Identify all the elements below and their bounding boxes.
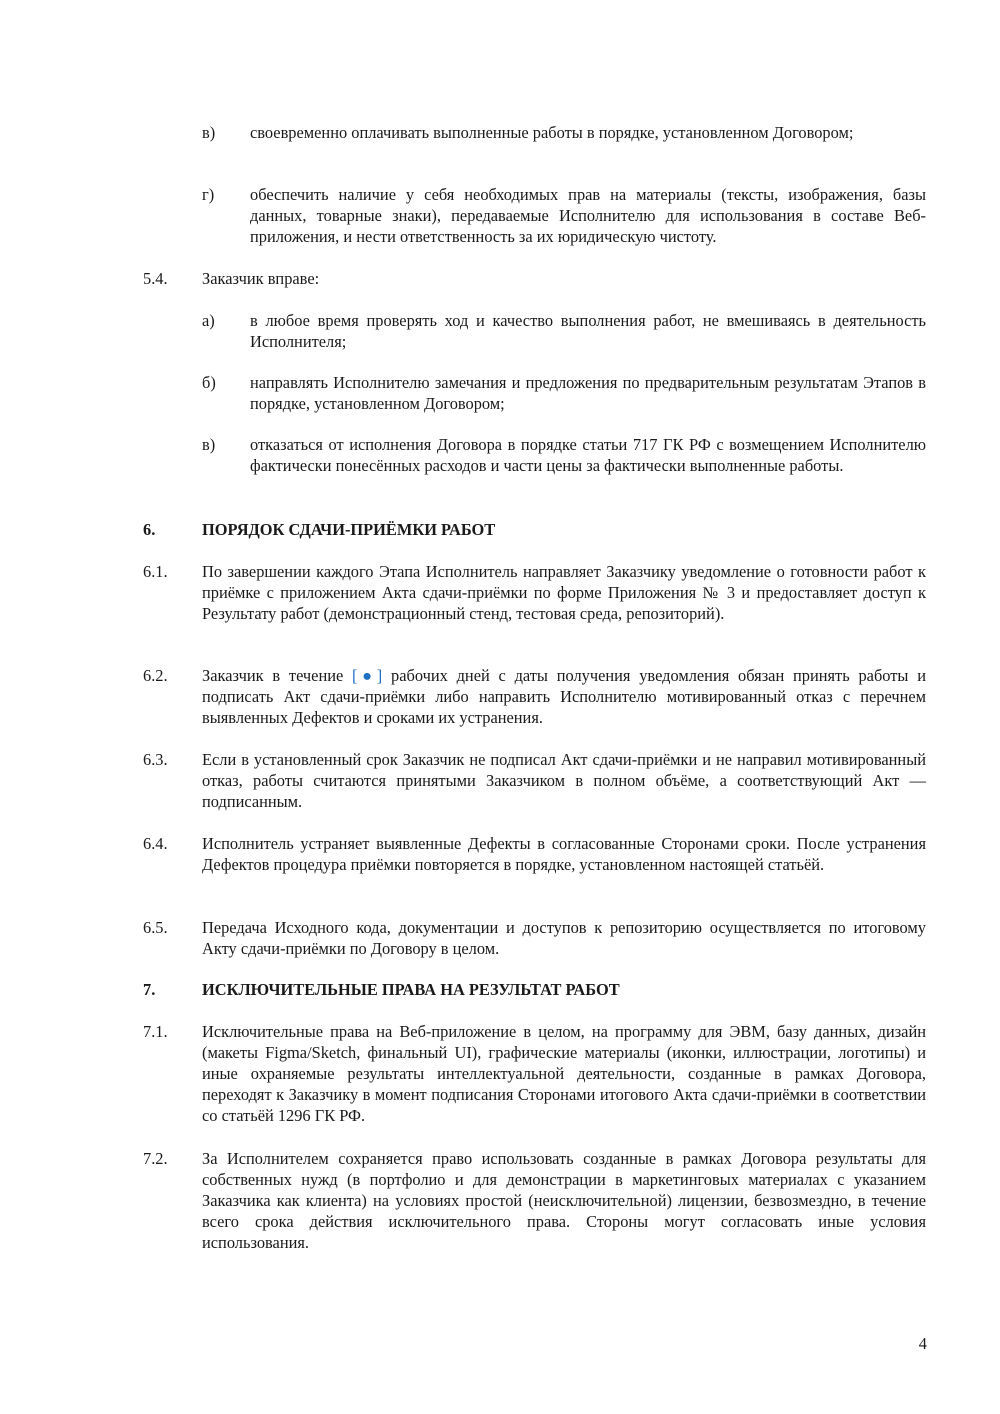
clause-text [202, 665, 926, 728]
item-text: в любое время проверять ход и качество выполнения работ, не вмешиваясь в деятельность Исполнителя; [250, 311, 926, 351]
clause-number: 6.3. [143, 750, 168, 769]
section-title: ИСКЛЮЧИТЕЛЬНЫЕ ПРАВА НА РЕЗУЛЬТАТ РАБОТ [202, 980, 620, 999]
clause-text: Если в установленный срок Заказчик не подписал Акт сдачи-приёмки и не направил мотивированный отказ, работы считаются принятыми Заказчиком в полном объёме, а соответствующий Акт — подписанным. [202, 750, 926, 811]
clause-text: За Исполнителем сохраняется право использовать созданные в рамках Договора результаты для собственных нужд (в портфолио и для демонстрации в маркетинговых материалах с указанием Заказчика как клиента) на условиях простой (неисключительной) лицензии, безвозмездно, в течение всего срока действия исключительного права. Стороны могут согласовать иные условия использования. [202, 1149, 926, 1252]
clause-text: Заказчик вправе: [202, 269, 320, 288]
clause-text: Исключительные права на Веб-приложение в целом, на программу для ЭВМ, базу данных, дизайн (макеты Figma/Sketch, финальный UI), графические материалы (иконки, иллюстрации, логотипы) и иные охраняемые результаты интеллектуальной деятельности, созданные в рамках Договора, переходят к Заказчику в момент подписания Сторонами итогового Акта сдачи-приёмки в соответствии со статьёй 1296 ГК РФ. [202, 1022, 926, 1125]
clause-number: 7.2. [143, 1149, 168, 1168]
clause-text: По завершении каждого Этапа Исполнитель направляет Заказчику уведомление о готовности работ к приёмке с приложением Акта сдачи-приёмки по форме Приложения № 3 и предоставляет доступ к Результату работ (демонстрационный стенд, тестовая среда, репозиторий). [202, 562, 926, 623]
placeholder-days: [●] [352, 666, 383, 685]
clause-number: 6.5. [143, 918, 168, 937]
page-number: 4 [918, 1334, 927, 1353]
item-marker: а) [202, 311, 215, 330]
item-marker: б) [202, 373, 216, 392]
item-marker: в) [202, 123, 216, 142]
clause-number: 6.4. [143, 834, 168, 853]
clause-text-end: рабочих дней с даты получения уведомления обязан принять работы и подписать Акт сдачи-приёмки либо направить Исполнителю мотивированный отказ с перечнем выявленных Дефектов и сроками их устранения. [202, 666, 926, 727]
clause-number: 6.2. [143, 666, 168, 685]
section-number: 7. [143, 980, 156, 999]
item-text: своевременно оплачивать выполненные работы в порядке, установленном Договором; [250, 123, 854, 142]
clause-text: Исполнитель устраняет выявленные Дефекты в согласованные Сторонами сроки. После устранения Дефектов процедура приёмки повторяется в порядке, установленном настоящей статьёй. [202, 834, 926, 874]
item-marker: в) [202, 435, 216, 454]
item-text: обеспечить наличие у себя необходимых прав на материалы (тексты, изображения, базы данных, товарные знаки), передаваемые Исполнителю для использования в составе Веб-приложения, и нести ответственность за их юридическую чистоту. [250, 185, 926, 246]
clause-text-start: Заказчик в течение [202, 666, 353, 685]
clause-text: Передача Исходного кода, документации и доступов к репозиторию осуществляется по итоговому Акту сдачи-приёмки по Договору в целом. [202, 918, 926, 958]
clause-number: 5.4. [143, 269, 168, 288]
clause-number: 7.1. [143, 1022, 168, 1041]
item-text: направлять Исполнителю замечания и предложения по предварительным результатам Этапов в порядке, установленном Договором; [250, 373, 926, 413]
item-marker: г) [202, 185, 215, 204]
section-title: ПОРЯДОК СДАЧИ-ПРИЁМКИ РАБОТ [202, 520, 496, 539]
clause-number: 6.1. [143, 562, 168, 581]
item-text: отказаться от исполнения Договора в порядке статьи 717 ГК РФ с возмещением Исполнителю фактически понесённых расходов и части цены за фактически выполненные работы. [250, 435, 926, 475]
section-number: 6. [143, 520, 156, 539]
